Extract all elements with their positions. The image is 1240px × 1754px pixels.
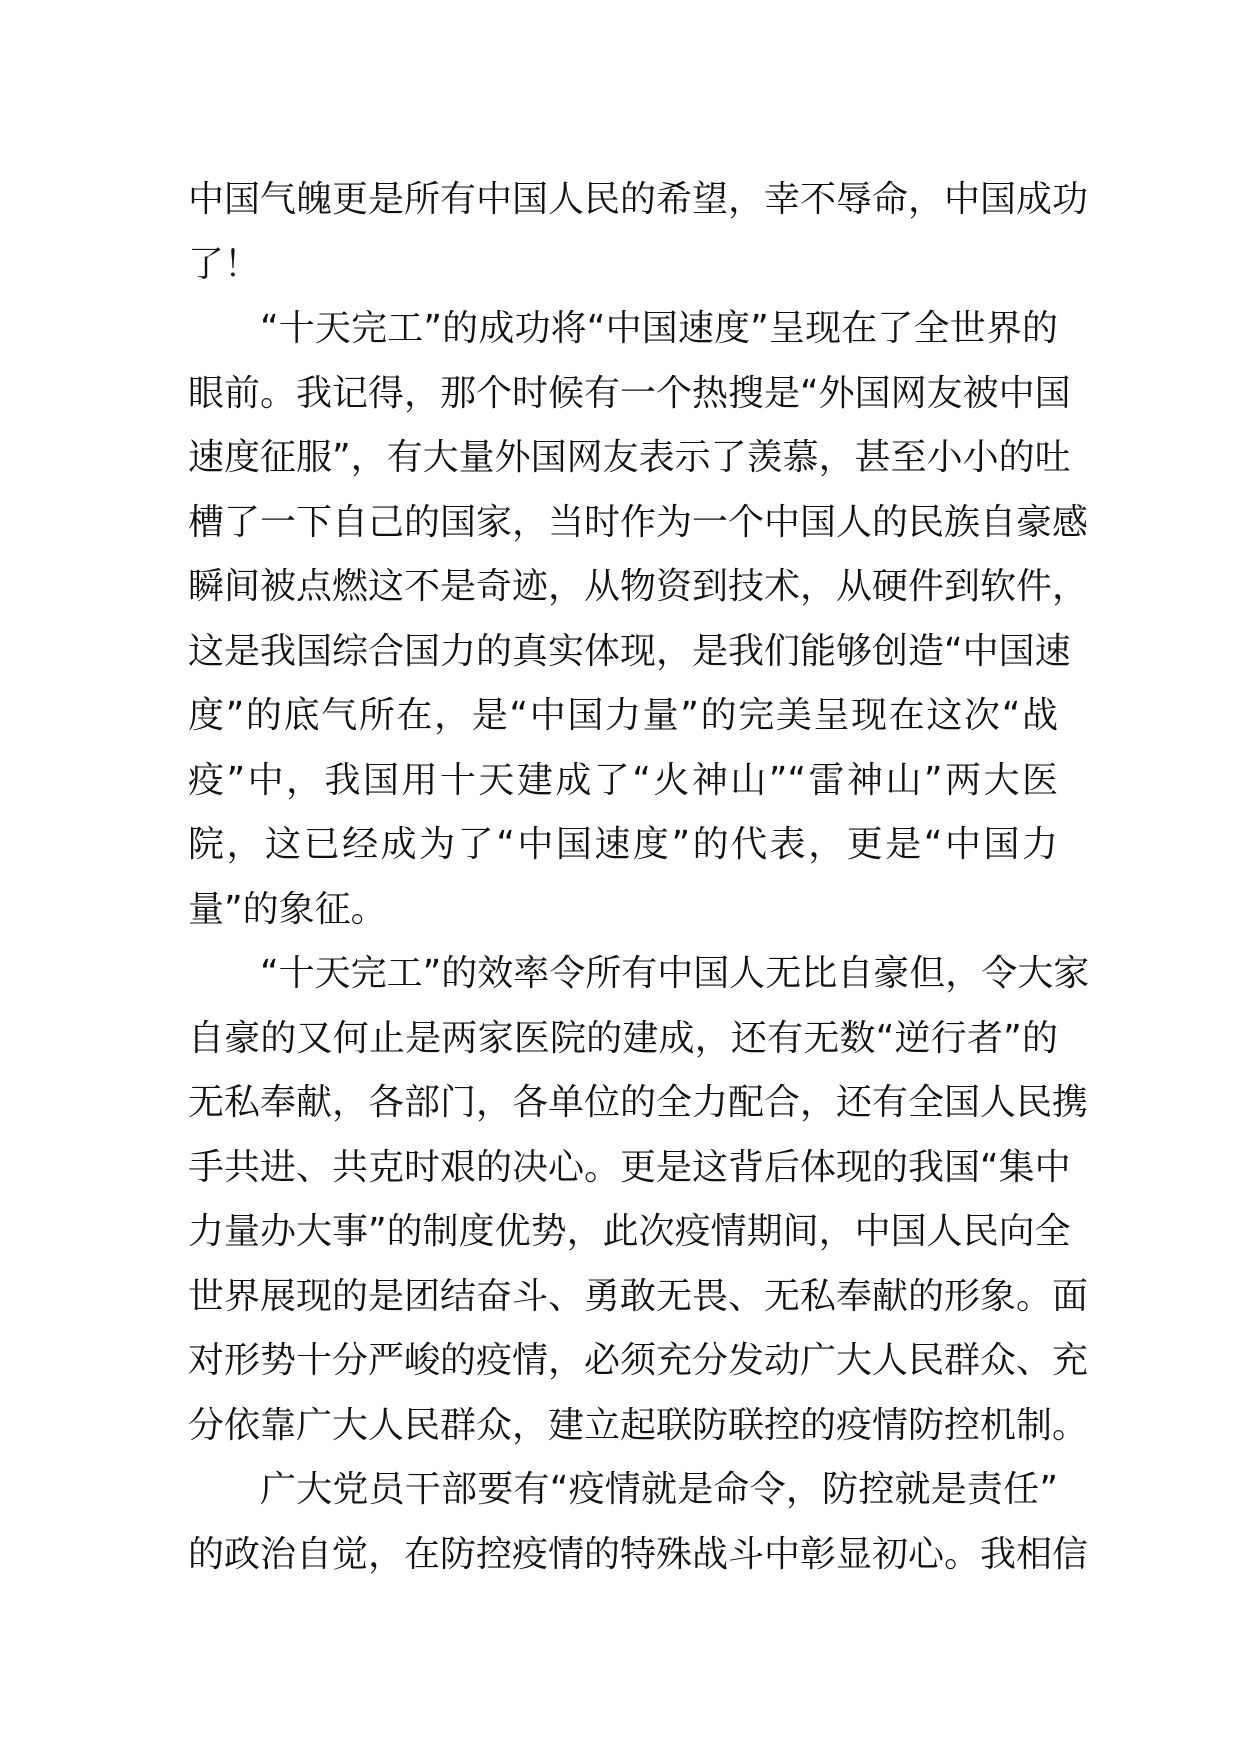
text-line: 力量办大事”的制度优势，此次疫情期间，中国人民向全 — [188, 1211, 1071, 1252]
text-line: 院，这已经成为了“中国速度”的代表，更是“中国力 — [188, 824, 1058, 865]
text-line: 广大党员干部要有“疫情就是命令，防控就是责任” — [260, 1469, 1058, 1510]
paragraph — [188, 297, 1089, 942]
text-line: 度”的底气所在，是“中国力量”的完美呈现在这次“战 — [188, 695, 1058, 736]
text-line: 瞬间被点燃这不是奇迹，从物资到技术，从硬件到软件， — [188, 566, 1089, 607]
paragraph — [188, 168, 1089, 297]
text-line: 量”的象征。 — [188, 888, 387, 930]
text-line: 速度征服”，有大量外国网友表示了羡慕，甚至小小的吐 — [188, 437, 1071, 478]
text-line: 眼前。我记得，那个时候有一个热搜是“外国网友被中国 — [188, 372, 1071, 414]
text-line: 手共进、共克时艰的决心。更是这背后体现的我国“集中 — [188, 1146, 1071, 1188]
text-line: 的政治自觉，在防控疫情的特殊战斗中彰显初心。我相信 — [188, 1533, 1089, 1575]
text-line: 自豪的又何止是两家医院的建成，还有无数“逆行者”的 — [188, 1017, 1058, 1059]
paragraph — [188, 1458, 1089, 1587]
text-line: 对形势十分严峻的疫情，必须充分发动广大人民群众、充 — [188, 1340, 1089, 1381]
text-line: 了！ — [188, 243, 261, 285]
text-line: “十天完工”的成功将“中国速度”呈现在了全世界的 — [260, 308, 1058, 349]
text-line: 疫”中，我国用十天建成了“火神山”“雷神山”两大医 — [188, 759, 1058, 801]
text-line: 中国气魄更是所有中国人民的希望，幸不辱命，中国成功 — [188, 179, 1089, 220]
text-line: “十天完工”的效率令所有中国人无比自豪但，令大家 — [260, 953, 1090, 994]
text-line: 这是我国综合国力的真实体现，是我们能够创造“中国速 — [188, 630, 1071, 672]
text-line: 无私奉献，各部门，各单位的全力配合，还有全国人民携 — [188, 1082, 1089, 1123]
paragraph — [188, 942, 1090, 1458]
text-line: 分依靠广大人民群众，建立起联防联控的疫情防控机制。 — [188, 1404, 1089, 1446]
text-line: 世界展现的是团结奋斗、勇敢无畏、无私奉献的形象。面 — [188, 1275, 1089, 1317]
text-line: 槽了一下自己的国家，当时作为一个中国人的民族自豪感 — [188, 501, 1089, 543]
body-text — [188, 168, 1090, 1587]
